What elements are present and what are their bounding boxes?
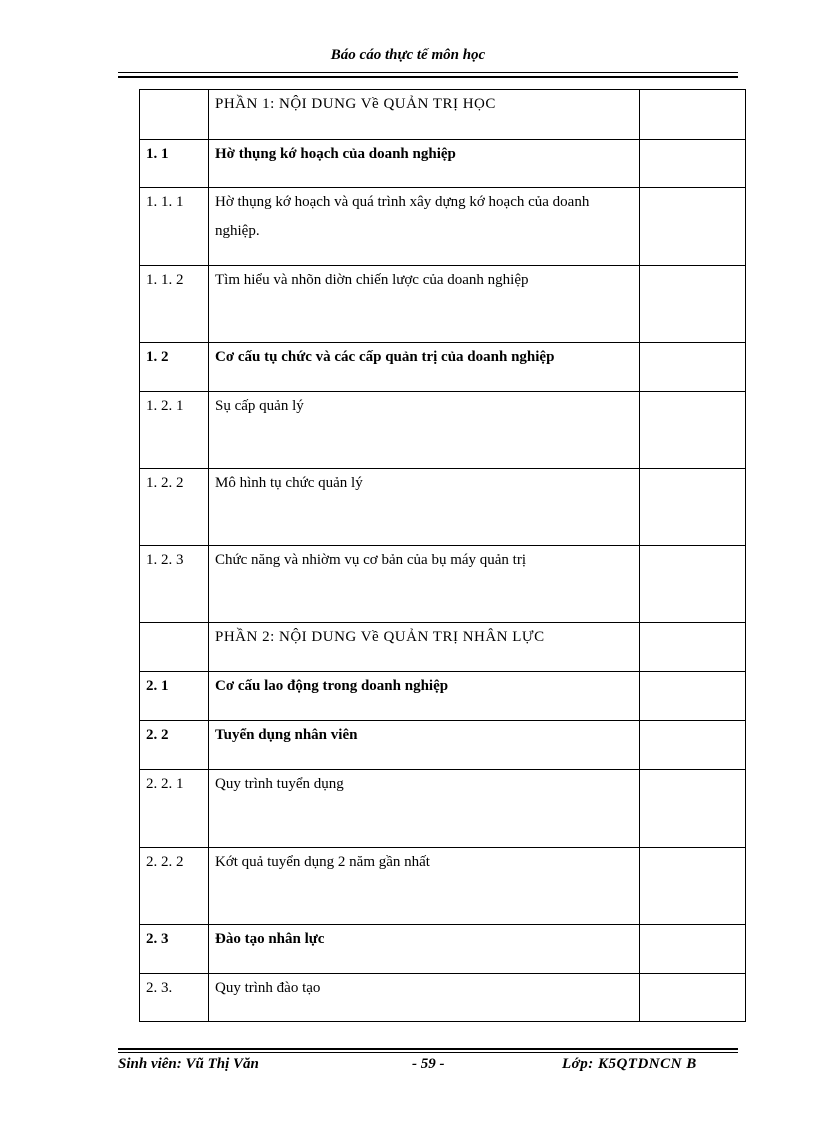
page-ref-cell (640, 188, 746, 266)
table-of-contents (139, 89, 746, 1022)
table-row (140, 343, 746, 392)
table-row (140, 546, 746, 623)
section-row (140, 90, 746, 140)
section-row (140, 623, 746, 672)
table-row (140, 188, 746, 266)
page-ref-cell (640, 469, 746, 546)
section-title: PHẦN 1: NỘI DUNG Về QUẢN TRỊ HỌC (209, 90, 640, 140)
table-row (140, 721, 746, 770)
header-rule-thick (118, 76, 738, 78)
footer-page-number: - 59 - (412, 1056, 445, 1072)
footer-rule-thick (118, 1048, 738, 1050)
page-ref-cell (640, 90, 746, 140)
row-number: 2. 2. 2 (140, 848, 209, 925)
page-header-title: Báo cáo thực tế môn học (330, 47, 486, 63)
row-title: Hờ thụng kớ hoạch và quá trình xây dựng kớ hoạch của doanh nghiệp. (209, 188, 640, 266)
row-title: Kớt quả tuyển dụng 2 năm gần nhất (209, 848, 640, 925)
row-number: 1. 2. 3 (140, 546, 209, 623)
table-row (140, 392, 746, 469)
row-title: Sụ cấp quản lý (209, 392, 640, 469)
row-number (140, 90, 209, 140)
section-title: PHẦN 2: NỘI DUNG Về QUẢN TRỊ NHÂN LỰC (209, 623, 640, 672)
row-title: Cơ cấu tụ chức và các cấp quản trị của doanh nghiệp (209, 343, 640, 392)
row-number: 1. 1. 2 (140, 266, 209, 343)
page-ref-cell (640, 623, 746, 672)
row-title: Mô hình tụ chức quản lý (209, 469, 640, 546)
toc-body (140, 90, 746, 1022)
page-ref-cell (640, 848, 746, 925)
row-number: 1. 2 (140, 343, 209, 392)
row-title: Tuyển dụng nhân viên (209, 721, 640, 770)
row-number: 1. 2. 2 (140, 469, 209, 546)
row-title: Quy trình đào tạo (209, 974, 640, 1022)
table-row (140, 770, 746, 848)
row-number: 2. 2. 1 (140, 770, 209, 848)
row-title: Hờ thụng kớ hoạch của doanh nghiệp (209, 140, 640, 188)
page-ref-cell (640, 140, 746, 188)
row-number (140, 623, 209, 672)
page-ref-cell (640, 392, 746, 469)
table-row (140, 469, 746, 546)
header-rule-thin (118, 72, 738, 73)
table-row (140, 925, 746, 974)
page-ref-cell (640, 672, 746, 721)
page-ref-cell (640, 974, 746, 1022)
row-number: 1. 1 (140, 140, 209, 188)
table-row (140, 140, 746, 188)
row-number: 2. 3. (140, 974, 209, 1022)
table-row (140, 974, 746, 1022)
row-title: Quy trình tuyển dụng (209, 770, 640, 848)
table-row (140, 266, 746, 343)
page-ref-cell (640, 266, 746, 343)
page-ref-cell (640, 343, 746, 392)
row-title: Đào tạo nhân lực (209, 925, 640, 974)
row-number: 1. 2. 1 (140, 392, 209, 469)
table-row (140, 848, 746, 925)
page-ref-cell (640, 770, 746, 848)
footer-rule-thin (118, 1052, 738, 1053)
footer-student: Sinh viên: Vũ Thị Văn (118, 1056, 259, 1072)
row-title: Tìm hiểu và nhõn diờn chiến lược của doanh nghiệp (209, 266, 640, 343)
row-title: Chức năng và nhiờm vụ cơ bản của bụ máy quản trị (209, 546, 640, 623)
table-row (140, 672, 746, 721)
row-number: 2. 1 (140, 672, 209, 721)
page-ref-cell (640, 546, 746, 623)
footer-class: Lớp: K5QTDNCN B (562, 1056, 697, 1072)
row-number: 2. 2 (140, 721, 209, 770)
page-ref-cell (640, 925, 746, 974)
row-title: Cơ cấu lao động trong doanh nghiệp (209, 672, 640, 721)
row-number: 1. 1. 1 (140, 188, 209, 266)
row-number: 2. 3 (140, 925, 209, 974)
page-ref-cell (640, 721, 746, 770)
